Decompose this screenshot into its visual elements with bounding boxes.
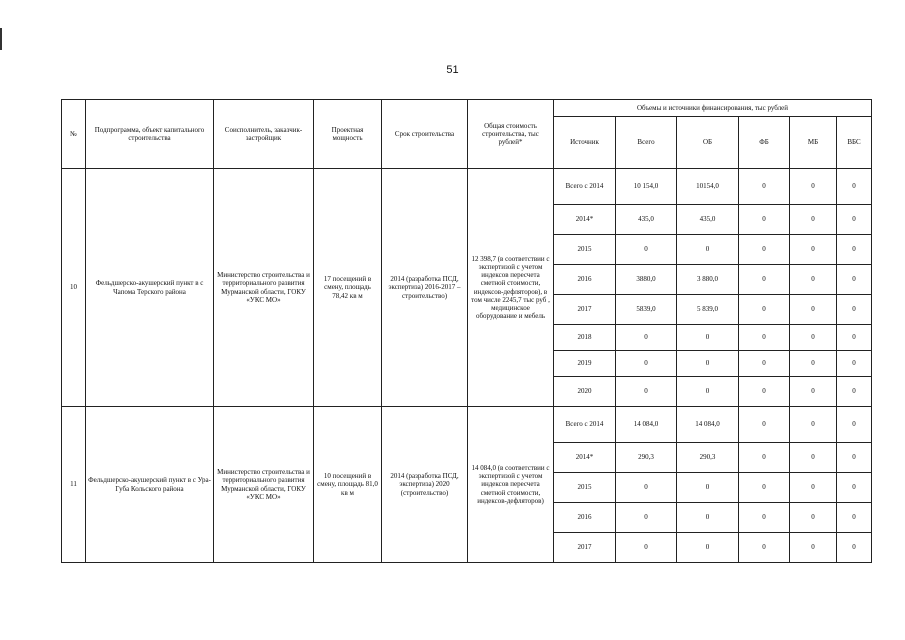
row-total: 0: [616, 503, 677, 533]
row-source: 2017: [554, 533, 616, 563]
object-cost: 14 084,0 (в соответствии с экспертизой с учетом индексов пересчета сметной стоимости, индексов-дефляторов): [468, 407, 554, 563]
header-ob: ОБ: [677, 117, 739, 169]
row-total: 3880,0: [616, 265, 677, 295]
row-ob: 3 880,0: [677, 265, 739, 295]
row-ob: 0: [677, 351, 739, 377]
row-vbs: 0: [837, 503, 872, 533]
header-term: Срок строительства: [382, 100, 468, 169]
object-num: 10: [62, 169, 86, 407]
row-source: 2020: [554, 377, 616, 407]
row-source: 2016: [554, 503, 616, 533]
row-fb: 0: [739, 443, 790, 473]
row-total: 14 084,0: [616, 407, 677, 443]
row-fb: 0: [739, 377, 790, 407]
row-source: Всего с 2014: [554, 407, 616, 443]
row-source: 2017: [554, 295, 616, 325]
row-fb: 0: [739, 407, 790, 443]
row-mb: 0: [790, 325, 837, 351]
row-mb: 0: [790, 503, 837, 533]
row-ob: 0: [677, 533, 739, 563]
row-fb: 0: [739, 169, 790, 205]
row-source: 2015: [554, 235, 616, 265]
row-total: 0: [616, 533, 677, 563]
row-mb: 0: [790, 235, 837, 265]
header-funding-group: Объемы и источники финансирования, тыс рублей: [554, 100, 872, 117]
scan-edge-mark: [0, 28, 2, 50]
row-fb: 0: [739, 265, 790, 295]
row-vbs: 0: [837, 473, 872, 503]
row-fb: 0: [739, 503, 790, 533]
row-ob: 435,0: [677, 205, 739, 235]
row-fb: 0: [739, 205, 790, 235]
object-num: 11: [62, 407, 86, 563]
object-name: Фельдшерско-акушерский пункт в с Чапома Терского района: [86, 169, 214, 407]
row-ob: 0: [677, 473, 739, 503]
row-ob: 0: [677, 235, 739, 265]
row-mb: 0: [790, 377, 837, 407]
row-mb: 0: [790, 295, 837, 325]
page-number: 51: [446, 64, 459, 76]
row-fb: 0: [739, 325, 790, 351]
object-capacity: 10 посещений в смену, площадь 81,0 кв м: [314, 407, 382, 563]
header-subprogram: Подпрограмма, объект капитального строительства: [86, 100, 214, 169]
row-vbs: 0: [837, 265, 872, 295]
row-fb: 0: [739, 473, 790, 503]
row-source: 2016: [554, 265, 616, 295]
row-fb: 0: [739, 351, 790, 377]
row-mb: 0: [790, 443, 837, 473]
row-source: 2014*: [554, 443, 616, 473]
row-mb: 0: [790, 351, 837, 377]
row-vbs: 0: [837, 407, 872, 443]
row-mb: 0: [790, 473, 837, 503]
row-source: Всего с 2014: [554, 169, 616, 205]
row-total: 0: [616, 473, 677, 503]
row-vbs: 0: [837, 169, 872, 205]
row-ob: 10154,0: [677, 169, 739, 205]
header-mb: МБ: [790, 117, 837, 169]
object-term: 2014 (разработка ПСД, экспертиза) 2020 (строительство): [382, 407, 468, 563]
financing-table: [61, 99, 872, 563]
row-vbs: 0: [837, 351, 872, 377]
row-vbs: 0: [837, 295, 872, 325]
row-ob: 14 084,0: [677, 407, 739, 443]
row-total: 435,0: [616, 205, 677, 235]
row-ob: 0: [677, 377, 739, 407]
row-total: 5839,0: [616, 295, 677, 325]
object-cost: 12 398,7 (в соответствии с экспертизой с учетом индексов пересчета сметной стоимости, индексов-дефляторов), в том числе 2245,7 тыс руб , медицинское оборудование и мебель: [468, 169, 554, 407]
row-total: 0: [616, 351, 677, 377]
row-fb: 0: [739, 235, 790, 265]
header-num: №: [62, 100, 86, 169]
object-term: 2014 (разработка ПСД, экспертиза) 2016-2017 – строительство): [382, 169, 468, 407]
row-mb: 0: [790, 533, 837, 563]
row-source: 2015: [554, 473, 616, 503]
object-name: Фельдшерско-акушерский пункт в с Ура-Губа Кольского района: [86, 407, 214, 563]
row-ob: 5 839,0: [677, 295, 739, 325]
row-total: 290,3: [616, 443, 677, 473]
row-vbs: 0: [837, 377, 872, 407]
row-mb: 0: [790, 265, 837, 295]
object-customer: Министерство строительства и территориального развития Мурманской области, ГОКУ «УКС МО»: [214, 407, 314, 563]
object-customer: Министерство строительства и территориального развития Мурманской области, ГОКУ «УКС МО»: [214, 169, 314, 407]
header-source: Источник: [554, 117, 616, 169]
row-vbs: 0: [837, 235, 872, 265]
row-total: 0: [616, 235, 677, 265]
row-vbs: 0: [837, 325, 872, 351]
row-vbs: 0: [837, 443, 872, 473]
row-ob: 0: [677, 503, 739, 533]
row-fb: 0: [739, 533, 790, 563]
row-mb: 0: [790, 407, 837, 443]
row-fb: 0: [739, 295, 790, 325]
header-total: Всего: [616, 117, 677, 169]
row-mb: 0: [790, 169, 837, 205]
header-cocontractor: Соисполнитель, заказчик-застройщик: [214, 100, 314, 169]
row-total: 0: [616, 377, 677, 407]
header-vbs: ВБС: [837, 117, 872, 169]
row-ob: 0: [677, 325, 739, 351]
row-vbs: 0: [837, 205, 872, 235]
row-total: 0: [616, 325, 677, 351]
header-fb: ФБ: [739, 117, 790, 169]
row-ob: 290,3: [677, 443, 739, 473]
object-capacity: 17 посещений в смену, площадь 78,42 кв м: [314, 169, 382, 407]
row-source: 2018: [554, 325, 616, 351]
header-total-cost: Общая стоимость строительства, тыс рублей*: [468, 100, 554, 169]
header-capacity: Проектная мощность: [314, 100, 382, 169]
row-source: 2019: [554, 351, 616, 377]
row-total: 10 154,0: [616, 169, 677, 205]
row-source: 2014*: [554, 205, 616, 235]
row-mb: 0: [790, 205, 837, 235]
row-vbs: 0: [837, 533, 872, 563]
